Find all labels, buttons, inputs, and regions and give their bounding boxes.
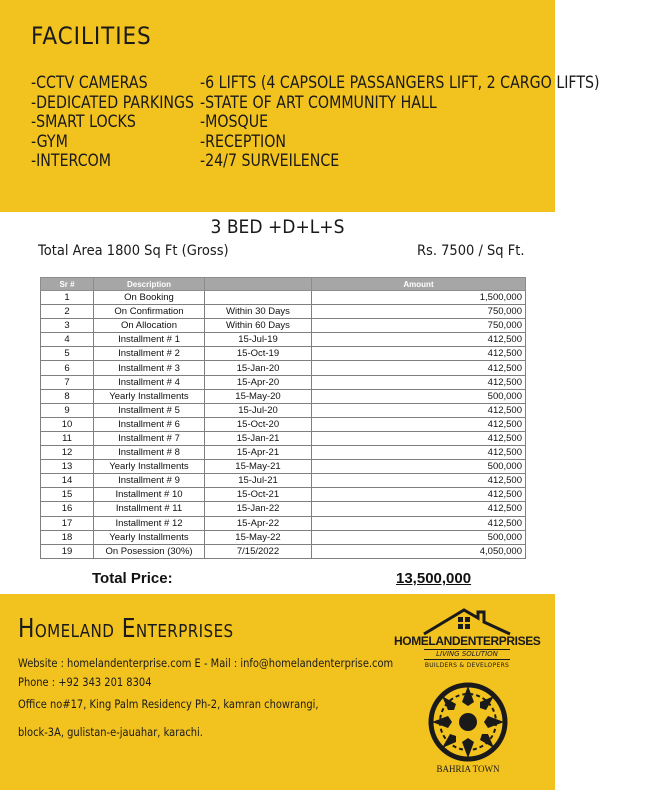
cell-sr: 17: [41, 516, 94, 530]
table-row: [41, 305, 526, 319]
cell-amount: 1,500,000: [312, 291, 526, 305]
table-row: [41, 502, 526, 516]
table-row: [41, 291, 526, 305]
total-price-value: 13,500,000: [396, 570, 472, 587]
cell-due-date: 15-May-20: [205, 389, 312, 403]
col-header-sr: Sr #: [41, 278, 94, 291]
table-row: [41, 361, 526, 375]
total-price-label: Total Price:: [92, 570, 173, 587]
cell-description: Installment # 3: [94, 361, 205, 375]
homeland-logo: [394, 604, 540, 672]
facility-item: -MOSQUE: [200, 112, 269, 131]
cell-due-date: 15-Jul-19: [205, 333, 312, 347]
cell-description: On Confirmation: [94, 305, 205, 319]
facility-item: -24/7 SURVEILENCE: [200, 151, 340, 170]
table-row: [41, 333, 526, 347]
cell-description: Installment # 6: [94, 417, 205, 431]
cell-due-date: 15-Oct-19: [205, 347, 312, 361]
cell-amount: 412,500: [312, 431, 526, 445]
cell-amount: 412,500: [312, 516, 526, 530]
cell-amount: 412,500: [312, 403, 526, 417]
cell-due-date: 15-May-22: [205, 530, 312, 544]
cell-due-date: 7/15/2022: [205, 544, 312, 558]
cell-description: Installment # 4: [94, 375, 205, 389]
cell-amount: 750,000: [312, 319, 526, 333]
cell-description: Installment # 12: [94, 516, 205, 530]
cell-description: Installment # 1: [94, 333, 205, 347]
table-row: [41, 474, 526, 488]
cell-amount: 750,000: [312, 305, 526, 319]
cell-due-date: Within 60 Days: [205, 319, 312, 333]
cell-sr: 16: [41, 502, 94, 516]
cell-due-date: 15-Jan-20: [205, 361, 312, 375]
logo-tagline: LIVING SOLUTION: [424, 649, 510, 660]
cell-due-date: [205, 291, 312, 305]
cell-sr: 13: [41, 460, 94, 474]
cell-sr: 1: [41, 291, 94, 305]
cell-amount: 500,000: [312, 530, 526, 544]
cell-due-date: 15-Apr-20: [205, 375, 312, 389]
cell-amount: 412,500: [312, 417, 526, 431]
facility-item: -DEDICATED PARKINGS: [31, 92, 195, 112]
table-row: [41, 319, 526, 333]
table-row: [41, 516, 526, 530]
cell-amount: 412,500: [312, 488, 526, 502]
cell-sr: 7: [41, 375, 94, 389]
cell-sr: 5: [41, 347, 94, 361]
rate-per-sqft: Rs. 7500 / Sq Ft.: [417, 243, 525, 259]
cell-description: On Posession (30%): [94, 544, 205, 558]
cell-sr: 18: [41, 530, 94, 544]
col-header-amount: Amount: [312, 278, 526, 291]
cell-description: On Booking: [94, 291, 205, 305]
cell-due-date: 15-Jan-21: [205, 431, 312, 445]
cell-description: Yearly Installments: [94, 460, 205, 474]
col-header-description: Description: [94, 278, 205, 291]
cell-amount: 500,000: [312, 460, 526, 474]
cell-sr: 10: [41, 417, 94, 431]
table-row: [41, 389, 526, 403]
cell-sr: 8: [41, 389, 94, 403]
office-address-line2: block-3A, gulistan-e-jauahar, karachi.: [18, 725, 203, 739]
facility-item: -INTERCOM: [31, 151, 112, 170]
cell-sr: 6: [41, 361, 94, 375]
cell-description: Installment # 11: [94, 502, 205, 516]
cell-sr: 12: [41, 446, 94, 460]
cell-description: On Allocation: [94, 319, 205, 333]
facility-item: -SMART LOCKS: [31, 112, 136, 131]
cell-due-date: 15-Oct-20: [205, 417, 312, 431]
house-roof-icon: [394, 604, 540, 636]
website-email-line: Website : homelandenterprise.com E - Mail : info@homelandenterprise.com: [18, 656, 394, 670]
cell-sr: 9: [41, 403, 94, 417]
cell-amount: 4,050,000: [312, 544, 526, 558]
cell-amount: 412,500: [312, 502, 526, 516]
cell-description: Installment # 10: [94, 488, 205, 502]
col-header-due: [205, 278, 312, 291]
cell-description: Installment # 2: [94, 347, 205, 361]
cell-due-date: 15-May-21: [205, 460, 312, 474]
logo-subtitle: BUILDERS & DEVELOPERS: [424, 662, 510, 669]
table-row: [41, 460, 526, 474]
cell-description: Installment # 7: [94, 431, 205, 445]
table-row: [41, 403, 526, 417]
bahria-town-label: BAHRIA TOWN: [436, 764, 500, 774]
cell-sr: 15: [41, 488, 94, 502]
facilities-list-left: [31, 73, 221, 171]
cell-sr: 4: [41, 333, 94, 347]
cell-due-date: 15-Apr-21: [205, 446, 312, 460]
cell-amount: 500,000: [312, 389, 526, 403]
table-row: [41, 347, 526, 361]
table-row: [41, 417, 526, 431]
table-row: [41, 375, 526, 389]
cell-sr: 3: [41, 319, 94, 333]
cell-description: Installment # 9: [94, 474, 205, 488]
table-header-row: [41, 278, 526, 291]
payment-schedule-table: [40, 277, 526, 559]
table-row: [41, 446, 526, 460]
cell-amount: 412,500: [312, 347, 526, 361]
cell-sr: 2: [41, 305, 94, 319]
cell-amount: 412,500: [312, 446, 526, 460]
cell-due-date: 15-Apr-22: [205, 516, 312, 530]
plan-title: 3 BED +D+L+S: [210, 216, 345, 238]
phone-line: Phone : +92 343 201 8304: [18, 675, 152, 689]
bahria-town-emblem-icon: [428, 682, 508, 762]
total-area: Total Area 1800 Sq Ft (Gross): [38, 243, 229, 259]
facility-item: -CCTV CAMERAS: [31, 73, 148, 92]
cell-sr: 14: [41, 474, 94, 488]
cell-amount: 412,500: [312, 375, 526, 389]
cell-sr: 19: [41, 544, 94, 558]
table-row: [41, 431, 526, 445]
office-address-line1: Office no#17, King Palm Residency Ph-2, kamran chowrangi,: [18, 697, 319, 711]
table-row: [41, 544, 526, 558]
cell-description: Installment # 5: [94, 403, 205, 417]
logo-wordmark: HOMELANDENTERPRISES: [394, 634, 541, 648]
facility-item: -6 LIFTS (4 CAPSOLE PASSANGERS LIFT, 2 CARGO LIFTS): [200, 73, 600, 92]
cell-due-date: 15-Jul-20: [205, 403, 312, 417]
cell-due-date: 15-Jul-21: [205, 474, 312, 488]
facility-item: -GYM: [31, 131, 68, 151]
table-row: [41, 488, 526, 502]
cell-due-date: 15-Oct-21: [205, 488, 312, 502]
company-name: Homeland Enterprises: [18, 614, 234, 644]
cell-amount: 412,500: [312, 361, 526, 375]
cell-description: Yearly Installments: [94, 530, 205, 544]
facilities-title: FACILITIES: [31, 22, 152, 50]
cell-due-date: 15-Jan-22: [205, 502, 312, 516]
facility-item: -RECEPTION: [200, 131, 287, 151]
cell-amount: 412,500: [312, 333, 526, 347]
table-row: [41, 530, 526, 544]
cell-sr: 11: [41, 431, 94, 445]
facilities-list-right: [200, 73, 665, 171]
cell-amount: 412,500: [312, 474, 526, 488]
cell-due-date: Within 30 Days: [205, 305, 312, 319]
facility-item: -STATE OF ART COMMUNITY HALL: [200, 92, 437, 112]
cell-description: Installment # 8: [94, 446, 205, 460]
cell-description: Yearly Installments: [94, 389, 205, 403]
